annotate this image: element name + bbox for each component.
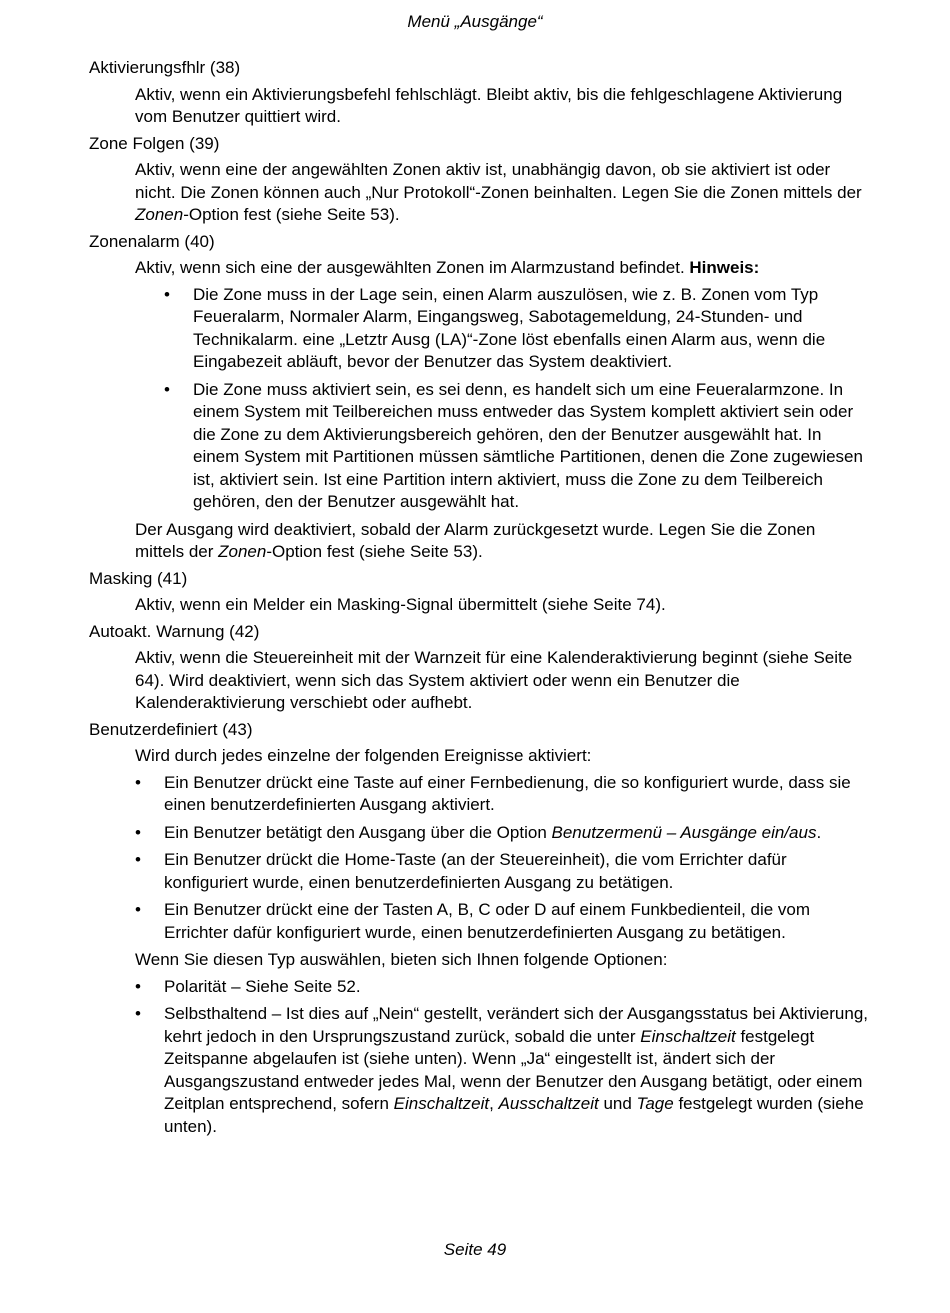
bullet-icon: • <box>164 379 170 399</box>
term-masking: Masking (41) <box>89 568 188 588</box>
desc-masking: Aktiv, wenn ein Melder ein Masking-Signal übermittelt (siehe Seite 74). <box>135 595 666 614</box>
desc-zone-folgen: Aktiv, wenn eine der angewählten Zonen aktiv ist, unabhängig davon, ob sie aktiviert ist oder nicht. Die Zonen können auch „Nur Protokoll“-Zonen beinhalten. Legen Sie die Zonen mittels der Zonen-Option fest (siehe Seite 53). <box>135 160 862 224</box>
page-number: Seite 49 <box>443 1240 507 1259</box>
options-bullet-list <box>135 976 869 1139</box>
bullet-icon: • <box>135 772 141 792</box>
page-header: Menü „Ausgänge“ <box>407 12 543 31</box>
desc-zonenalarm: Aktiv, wenn sich eine der ausgewählten Zonen im Alarmzustand befindet. Hinweis: <box>135 258 760 277</box>
desc-zonenalarm-after: Der Ausgang wird deaktiviert, sobald der Alarm zurückgesetzt wurde. Legen Sie die Zonen mittels der Zonen-Option fest (siehe Seite 53). <box>135 519 816 561</box>
term-benutzerdefiniert: Benutzerdefiniert (43) <box>89 719 253 739</box>
bullet-icon: • <box>135 976 141 996</box>
list-item: • Die Zone muss aktiviert sein, es sei denn, es handelt sich um eine Feueralarmzone. In einem System mit Teilbereichen muss entweder das System komplett aktiviert sein oder die Zone zu dem Aktivierungsbereich gehören, den der Benutzer ausgewählt hat. In einem System mit Partitionen müssen sämtliche Partitionen, denen die Zone zugewiesen ist, aktiviert sein. Ist eine Partition intern aktiviert, muss die Zone zu dem Teilbereich gehören, den der Benutzer ausgewählt hat. <box>164 379 863 511</box>
desc-benutzerdefiniert: Wird durch jedes einzelne der folgenden Ereignisse aktiviert: <box>135 746 592 765</box>
term-zonenalarm: Zonenalarm (40) <box>89 231 215 251</box>
desc-aktivierungsfhlr: Aktiv, wenn ein Aktivierungsbefehl fehlschlägt. Bleibt aktiv, bis die fehlgeschlagene Aktivierung vom Benutzer quittiert wird. <box>135 84 843 126</box>
term-zone-folgen: Zone Folgen (39) <box>89 133 220 153</box>
note-label: Hinweis: <box>689 258 760 277</box>
list-item: • Die Zone muss in der Lage sein, einen Alarm auszulösen, wie z. B. Zonen vom Typ Feueralarm, Normaler Alarm, Eingangsweg, Sabotagemeldung, 24-Stunden- und Technikalarm. eine „Letztr Ausg (LA)“-Zone löst ebenfalls einen Alarm aus, wenn die Eingabezeit abläuft, bevor der Benutzer das System deaktiviert. <box>164 284 826 371</box>
list-item: • Selbsthaltend – Ist dies auf „Nein“ gestellt, verändert sich der Ausgangsstatus bei Aktivierung, kehrt jedoch in den Ursprungszustand zurück, sobald die unter Einschaltzeit festgelegt Zeitspanne abgelaufen ist (siehe unten). Wenn „Ja“ eingestellt ist, ändert sich der Ausgangszustand entweder jedes Mal, wenn der Benutzer den Ausgang betätigt, oder einem Zeitplan entsprechend, sofern Einschaltzeit, Ausschaltzeit und Tage festgelegt wurden (siehe unten). <box>135 1004 869 1136</box>
bullet-icon: • <box>135 822 141 842</box>
list-item: • Ein Benutzer drückt eine Taste auf einer Fernbedienung, die so konfiguriert wurde, dass sie einen benutzerdefinierten Ausgang aktiviert. <box>135 772 851 814</box>
document-body <box>89 57 869 1143</box>
desc-autoakt-warnung: Aktiv, wenn die Steuereinheit mit der Warnzeit für eine Kalenderaktivierung beginnt (siehe Seite 64). Wird deaktiviert, wenn sich das System aktiviert oder wenn ein Benutzer die Kalenderaktivierung verschiebt oder aufhebt. <box>135 648 853 712</box>
list-item: • Polarität – Siehe Seite 52. <box>135 976 869 999</box>
options-intro: Wenn Sie diesen Typ auswählen, bieten sich Ihnen folgende Optionen: <box>135 950 668 969</box>
bullet-icon: • <box>135 850 141 869</box>
list-item: • Ein Benutzer drückt die Home-Taste (an der Steuereinheit), die vom Errichter dafür konfiguriert wurde, einen benutzerdefinierten Ausgang zu betätigen. <box>135 850 787 892</box>
term-autoakt-warnung: Autoakt. Warnung (42) <box>89 621 260 641</box>
zonenalarm-bullet-list <box>164 284 869 514</box>
bullet-icon: • <box>135 1004 141 1023</box>
events-bullet-list <box>135 772 869 945</box>
list-item: • Ein Benutzer drückt eine der Tasten A, B, C oder D auf einem Funkbedienteil, die vom Errichter dafür konfiguriert wurde, einen benutzerdefinierten Ausgang zu betätigen. <box>135 900 811 942</box>
bullet-icon: • <box>164 284 170 304</box>
list-item: • Ein Benutzer betätigt den Ausgang über die Option Benutzermenü – Ausgänge ein/aus. <box>135 822 869 845</box>
term-aktivierungsfhlr: Aktivierungsfhlr (38) <box>89 58 241 77</box>
bullet-icon: • <box>135 900 141 919</box>
